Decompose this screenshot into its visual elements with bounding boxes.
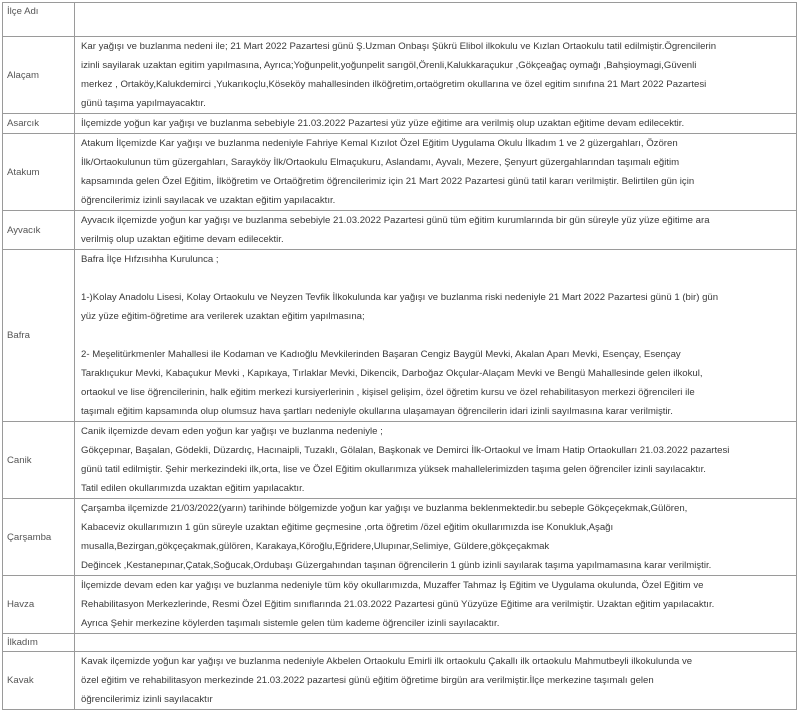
table-row [3,250,797,422]
announcement-line: Değincek ,Kestanepınar,Çatak,Soğucak,Ordubaşı Güzergahından taşınan öğrencilerin 1 günb izinli sayılarak taşıma yapılmamasına karar verilmiştir. [81,560,712,571]
announcement-text [75,114,797,134]
district-name: Ayvacık [3,211,75,250]
announcement-text [75,250,797,422]
announcement-text [75,134,797,211]
announcement-line: Kar yağışı ve buzlanma nedeni ile; 21 Mart 2022 Pazartesi günü Ş.Uzman Onbaşı Şükrü Elibol ilkokulu ve Kızlan Ortaokulu tatil edilmiştir.Ögrencilerin [81,41,717,52]
announcement-line: Kabaceviz okullarımızın 1 gün süreyle uzaktan eğitime geçmesine ,orta öğretim /özel eğitim okullarımızda ise Konukluk,Aşağı [81,522,614,533]
announcement-line: özel eğitim ve rehabilitasyon merkezinde 21.03.2022 pazartesi günü eğitim öğretime birgün ara verilmiştir.İlçe merkezine taşımalı gelen [81,675,654,686]
announcement-line: Atakum İlçemizde Kar yağışı ve buzlanma nedeniyle Fahriye Kemal Kızılot Özel Eğitim Uygulama Okulu İlkadım 1 ve 2 güzergahları, Özören [81,138,678,149]
announcement-line: taşımalı eğitim kapsamında olup olumsuz hava şartları nedeniyle okullarına ulaşamayan öğrencilerin idari izinli sayılmasına karar verilmiştir. [81,406,673,417]
announcement-line: Kavak ilçemizde yoğun kar yağışı ve buzlanma nedeniyle Akbelen Ortaokulu Emirli ilk ortaokulu Çakallı ilk ortaokulu Mahmutbeyli ilkokulunda ve [81,656,693,667]
table-row [3,499,797,576]
announcement-line: merkez , Ortaköy,Kalukdemirci ,Yukarıkoçlu,Köseköy mahallesinden ilköğretim,ortaögretim okullarına ve özel egitim sınıfına 21 Mart 2022 Pazartesi [81,79,707,90]
table-row [3,211,797,250]
announcement-text [75,37,797,114]
district-name: Atakum [3,134,75,211]
announcement-line: Ayvacık ilçemizde yoğun kar yağışı ve buzlanma sebebiyle 21.03.2022 Pazartesi günü tüm eğitim kurumlarında bir gün süreyle yüz yüze eğitime ara [81,215,710,226]
announcement-line: Gökçepınar, Başalan, Gödekli, Düzardıç, Hacınaipli, Tuzaklı, Gölalan, Başkonak ve Demirci İlk-Ortaokul ve İmam Hatip Ortaokulları 21.03.2022 pazartesi [81,445,730,456]
blank-line [81,326,792,345]
announcement-line: ortaokul ve lise öğrencilerinin, halk eğitim merkezi kursiyerlerinin , kişisel gelişim, özel öğretim kursu ve özel rehabilitasyon merkezi öğrencileri ile [81,387,695,398]
announcement-line: öğrencilerimiz izinli sayılacak ve uzaktan eğitim yapılacaktır. [81,195,336,206]
announcement-line: Rehabilitasyon Merkezlerinde, Resmi Özel Eğitim sınıflarında 21.03.2022 Pazartesi günü Yüzyüze Eğitime ara verilmiştir. Uzaktan eğitim yapılacaktır. [81,599,715,610]
district-name: Çarşamba [3,499,75,576]
table-row [3,114,797,134]
announcement-line: 1-)Kolay Anadolu Lisesi, Kolay Ortaokulu ve Neyzen Tevfik İlkokulunda kar yağışı ve buzlanma riski nedeniyle 21 Mart 2022 Pazartesi günü 1 (bir) gün [81,292,719,303]
blank-line [81,269,792,288]
table-row [3,37,797,114]
district-name: Havza [3,576,75,634]
announcement-line: günü tatil edilmiştir. Şehir merkezindeki ilk,orta, lise ve Özel Eğitim okullarımıza yüksek mahallelerimizden taşıma gelen öğrenciler izinli sayılacaktır. [81,464,706,475]
announcement-text [75,211,797,250]
announcement-line: İlçemizde yoğun kar yağışı ve buzlanma sebebiyle 21.03.2022 Pazartesi yüz yüze eğitime ara verilmiş olup uzaktan eğitime devam edilecektir. [81,118,685,129]
announcement-line: kapsamında gelen Özel Eğitim, İlköğretim ve Ortaöğretim öğrencilerimiz için 21 Mart 2022 Pazartesi günü tatil kararı verilmiştir. Belirtilen gün için [81,176,695,187]
announcement-line: Çarşamba ilçemizde 21/03/2022(yarın) tarihinde bölgemizde yoğun kar yağışı ve buzlanma beklenmektedir.bu sebeple Gökçeçekmak,Gülören, [81,503,688,514]
table-row [3,422,797,499]
announcement-line: verilmiş olup uzaktan eğitime devam edilecektir. [81,234,284,245]
table-header-row [3,3,797,37]
announcement-text [75,652,797,710]
announcement-line: günü taşıma yapılmayacaktır. [81,98,206,109]
announcement-text [75,576,797,634]
table-row [3,576,797,634]
table-row [3,134,797,211]
district-announcements-table [2,2,797,710]
announcement-line: öğrencilerimiz izinli sayılacaktır [81,694,213,705]
announcement-line: musalla,Bezirgan,gökçeçakmak,gülören, Karakaya,Köroğlu,Eğridere,Ulupınar,Selimiye, Güldere,gökçeçakmak [81,541,550,552]
table-row [3,652,797,710]
announcement-line: yüz yüze eğitim-öğretime ara verilerek uzaktan eğitim yapılmasına; [81,311,365,322]
announcement-line: Canik ilçemizde devam eden yoğun kar yağışı ve buzlanma nedeniyle ; [81,426,383,437]
announcement-line: İlçemizde devam eden kar yağışı ve buzlanma nedeniyle tüm köy okullarımızda, Muzaffer Tahmaz İş Eğitim ve Uygulama okulunda, Özel Eğitim ve [81,580,704,591]
announcement-line: İlk/Ortaokulunun tüm güzergahları, Sarayköy İlk/Ortaokulu Elmaçukuru, Aslandamı, Ayvalı, Mezere, Şenyurt güzergahlarından taşımalı eğitim [81,157,680,168]
announcement-text [75,499,797,576]
announcement-line: Ayrıca Şehir merkezine köylerden taşımalı sistemle gelen tüm kademe öğrenciler izinli sayılacaktır. [81,618,500,629]
district-name: Bafra [3,250,75,422]
table-row [3,634,797,652]
header-empty-cell [75,3,797,37]
header-district-name: İlçe Adı [3,3,75,37]
district-name: Asarcık [3,114,75,134]
district-name: Canik [3,422,75,499]
announcement-line: 2- Meşelitürkmenler Mahallesi ile Kodaman ve Kadıoğlu Mevkilerinden Başaran Cengiz Baygül Mevki, Akalan Aparı Mevki, Esençay, Esençay [81,349,681,360]
announcement-line: Taraklıçukur Mevki, Kabaçukur Mevki , Kapıkaya, Tırlaklar Mevki, Dikencik, Darboğaz Okçular-Alaçam Mevki ve Bengü Mahallesinde gelen ilkokul, [81,368,703,379]
announcement-line: Tatil edilen okullarımızda uzaktan eğitim yapılacaktır. [81,483,305,494]
district-name: İlkadım [3,634,75,652]
announcement-text [75,634,797,652]
announcement-line: izinli sayilarak uzaktan egitim yapılmasına, Ayrıca;Yoğunpelit,yoğunpelit sarıgöl,Örenli,Kalukkaraçukur ,Gökçeağaç oymağı ,Bahşioymagi,Güvenli [81,60,697,71]
district-name: Kavak [3,652,75,710]
announcement-line: Bafra İlçe Hıfzısıhha Kurulunca ; [81,254,219,265]
announcement-text [75,422,797,499]
district-name: Alaçam [3,37,75,114]
